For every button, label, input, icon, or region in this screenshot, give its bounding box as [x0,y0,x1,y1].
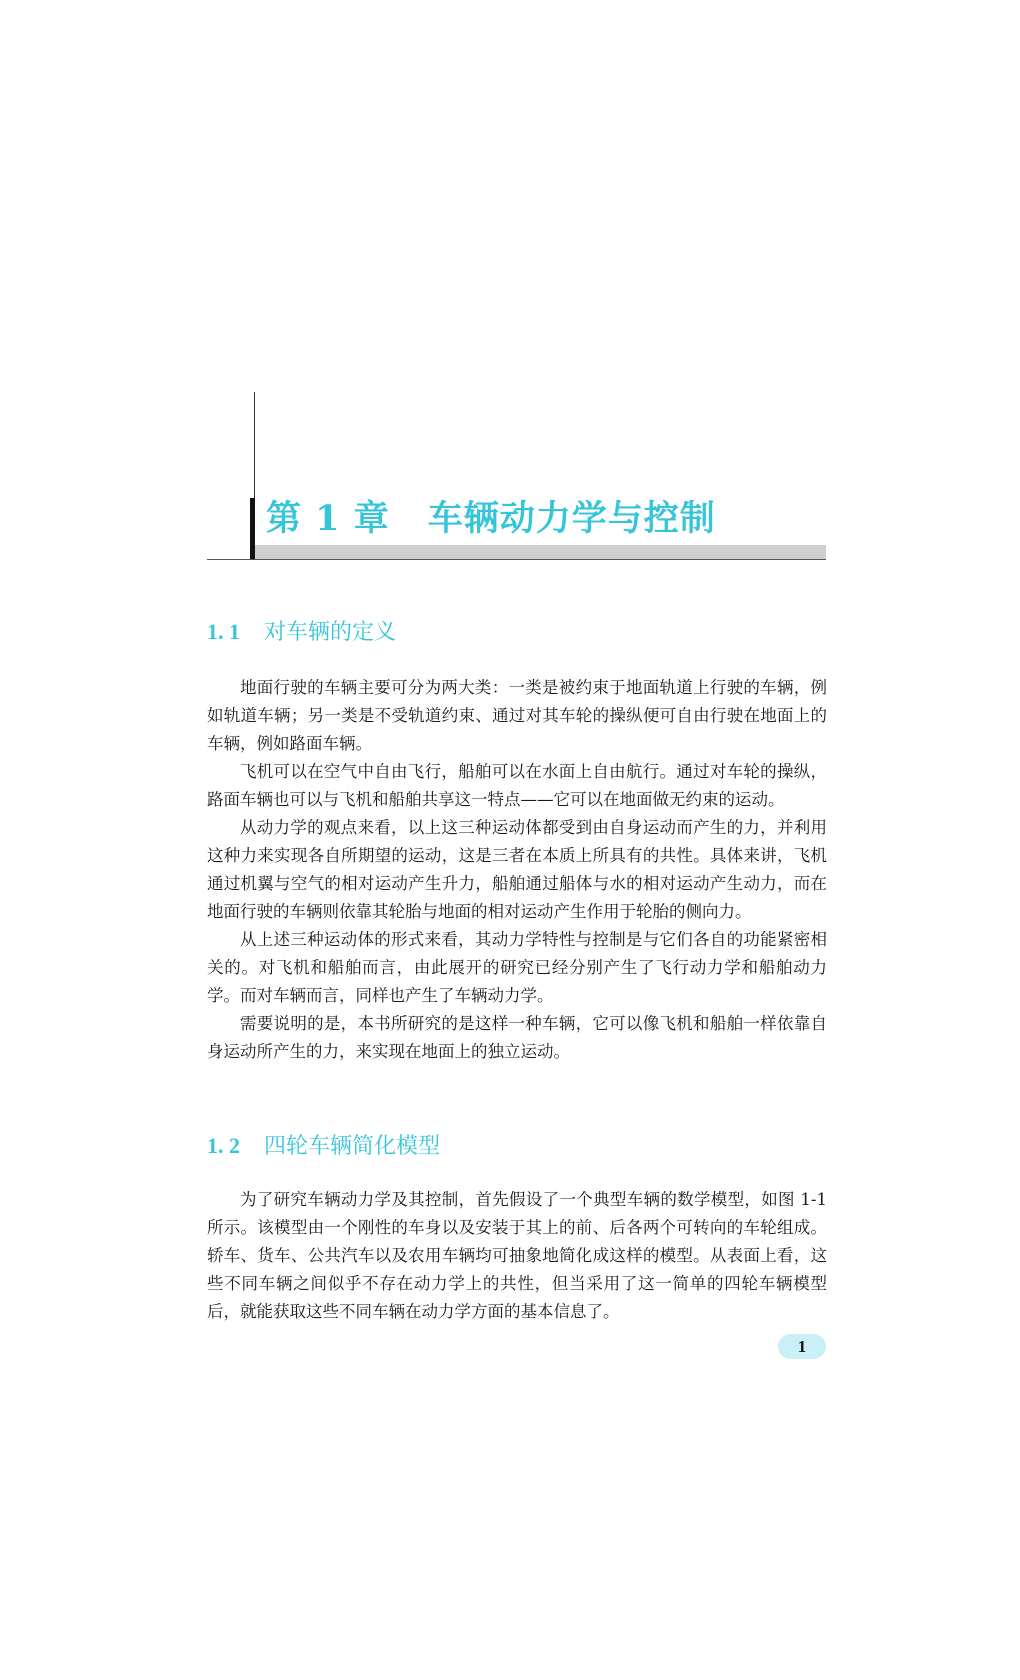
section-body-1-2 [207,1186,827,1326]
chapter-title-band [255,545,826,560]
chapter-title [266,494,716,544]
paragraph: 需要说明的是，本书所研究的是这样一种车辆，它可以像飞机和船舶一样依靠自身运动所产生的力，来实现在地面上的独立运动。 [207,1014,827,1061]
paragraph: 地面行驶的车辆主要可分为两大类：一类是被约束于地面轨道上行驶的车辆，例如轨道车辆；另一类是不受轨道约束、通过对其车轮的操纵便可自由行驶在地面上的车辆，例如路面车辆。 [207,678,827,753]
section-heading-1-2 [207,1131,440,1161]
section-heading-1-1 [207,617,396,647]
paragraph: 为了研究车辆动力学及其控制，首先假设了一个典型车辆的数学模型，如图 1-1 所示。该模型由一个刚性的车身以及安装于其上的前、后各两个可转向的车轮组成。轿车、货车、公共汽车以及农用车辆均可抽象地简化成这样的模型。从表面上看，这些不同车辆之间似乎不存在动力学上的共性，但当采用了这一简单的四轮车辆模型后，就能获取这些不同车辆在动力学方面的基本信息了。 [207,1190,827,1321]
paragraph: 从动力学的观点来看，以上这三种运动体都受到由自身运动而产生的力，并利用这种力来实现各自所期望的运动，这是三者在本质上所具有的共性。具体来讲，飞机通过机翼与空气的相对运动产生升力，船舶通过船体与水的相对运动产生动力，而在地面行驶的车辆则依靠其轮胎与地面的相对运动产生作用于轮胎的侧向力。 [207,818,827,921]
chapter-label: 第 1 章 [266,498,390,539]
section-number: 1. 2 [207,1133,240,1158]
chapter-name: 车辆动力学与控制 [427,498,716,539]
section-title: 四轮车辆简化模型 [264,1134,441,1159]
section-number: 1. 1 [207,619,240,644]
section-title: 对车辆的定义 [264,620,397,645]
paragraph: 飞机可以在空气中自由飞行，船舶可以在水面上自由航行。通过对车轮的操纵，路面车辆也可以与飞机和船舶共享这一特点——它可以在地面做无约束的运动。 [207,762,827,809]
section-body-1-1 [207,674,827,1066]
paragraph: 从上述三种运动体的形式来看，其动力学特性与控制是与它们各自的功能紧密相关的。对飞机和船舶而言，由此展开的研究已经分别产生了飞行动力学和船舶动力学。而对车辆而言，同样也产生了车辆动力学。 [207,930,827,1005]
page-number: 1 [778,1334,826,1359]
chapter-horizontal-rule [207,559,826,560]
